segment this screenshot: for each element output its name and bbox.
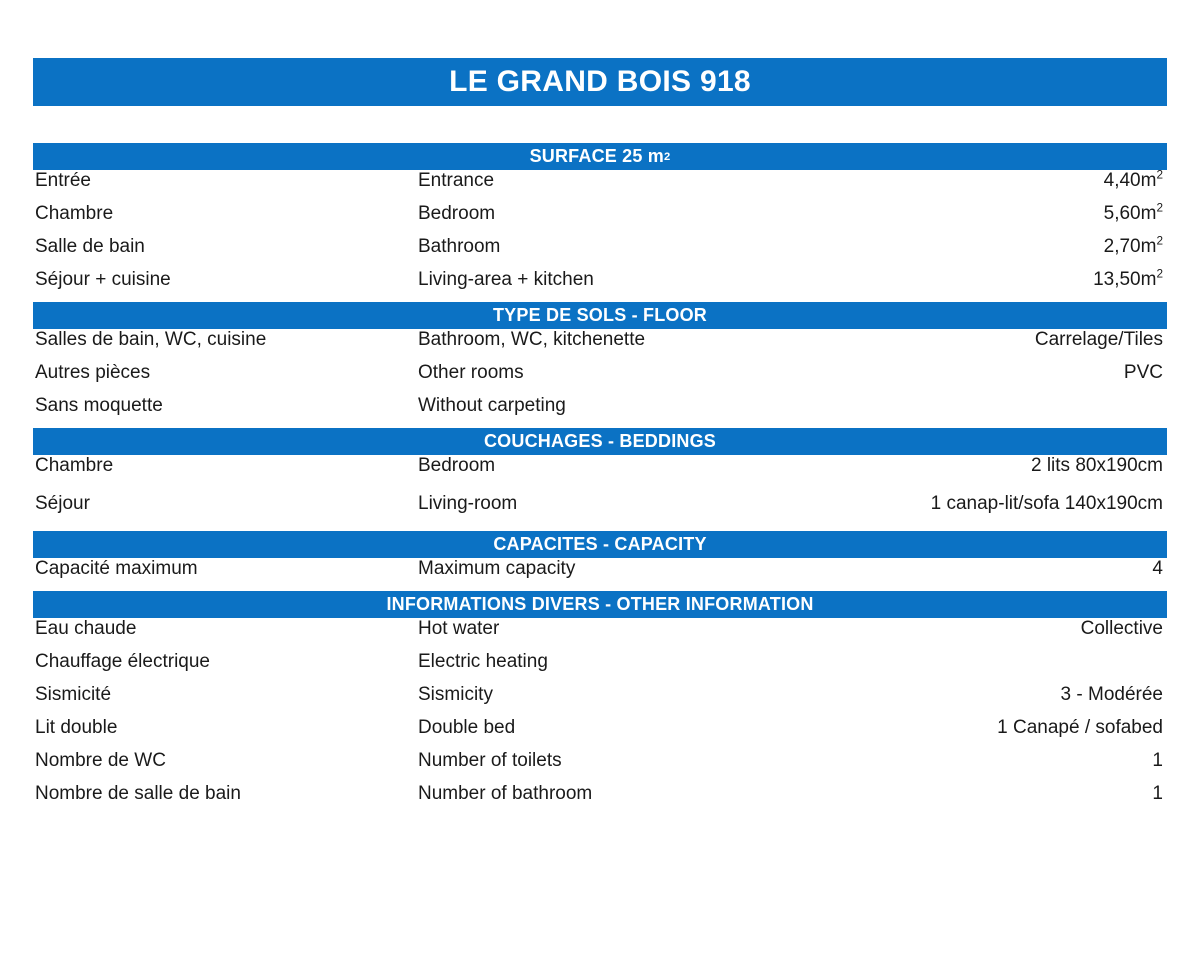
row-value <box>888 170 1167 192</box>
table-row <box>33 395 1167 428</box>
section-header-floor-text: TYPE DE SOLS - FLOOR <box>492 305 707 325</box>
row-label-en: Bathroom <box>418 236 501 257</box>
row-label-en: Bathroom, WC, kitchenette <box>418 329 646 350</box>
row-label-fr: Autres pièces <box>35 362 151 383</box>
row-value: 3 - Modérée <box>1060 684 1163 705</box>
row-label-fr: Nombre de WC <box>35 750 166 771</box>
row-value-text: 13,50m <box>1093 269 1157 290</box>
row-label-en: Hot water <box>418 618 500 639</box>
row-value-text: 4,40m <box>1103 170 1157 191</box>
table-row <box>33 170 1167 203</box>
section-header-beddings-text: COUCHAGES - BEDDINGS <box>483 431 716 451</box>
row-label-fr: Séjour + cuisine <box>35 269 171 290</box>
row-label-en: Number of toilets <box>418 750 562 771</box>
row-value <box>888 203 1167 225</box>
row-value: 1 Canapé / sofabed <box>997 717 1163 738</box>
table-row <box>33 455 1167 493</box>
row-label-en: Number of bathroom <box>418 783 593 804</box>
row-label-fr: Capacité maximum <box>35 558 198 579</box>
row-label-en: Sismicity <box>418 684 493 705</box>
row-label-fr: Sans moquette <box>35 395 163 416</box>
row-label-fr: Salles de bain, WC, cuisine <box>35 329 267 350</box>
table-row <box>33 362 1167 395</box>
table-row <box>33 717 1167 750</box>
row-label-en: Living-room <box>418 493 518 514</box>
page-title <box>33 58 1167 106</box>
table-row <box>33 203 1167 236</box>
section-header-surface: SURFACE 25 m 2 <box>33 143 1167 170</box>
section-header-other-information <box>33 591 1167 618</box>
row-label-fr: Salle de bain <box>35 236 145 257</box>
section-header-capacity <box>33 531 1167 558</box>
table-row <box>33 618 1167 651</box>
row-value-text: 5,60m <box>1103 203 1157 224</box>
row-value: 4 <box>1152 558 1163 579</box>
section-header-other-information-text: INFORMATIONS DIVERS - OTHER INFORMATION <box>386 594 814 614</box>
row-value: 1 <box>1152 750 1163 771</box>
row-value <box>888 236 1167 258</box>
apartment-datasheet <box>0 58 1200 958</box>
row-value-sup: 2 <box>1156 267 1163 281</box>
table-row <box>33 493 1167 531</box>
table-row <box>33 684 1167 717</box>
section-header-floor <box>33 302 1167 329</box>
row-label-en: Bedroom <box>418 455 496 476</box>
row-label-en: Electric heating <box>418 651 548 672</box>
row-label-fr: Sismicité <box>35 684 112 705</box>
row-value <box>888 269 1167 291</box>
table-row <box>33 236 1167 269</box>
row-label-en: Entrance <box>418 170 495 191</box>
section-header-capacity-text: CAPACITES - CAPACITY <box>493 534 707 554</box>
row-value-sup: 2 <box>1156 201 1163 215</box>
row-label-en: Maximum capacity <box>418 558 576 579</box>
row-label-fr: Eau chaude <box>35 618 137 639</box>
row-value-sup: 2 <box>1156 234 1163 248</box>
row-value: Collective <box>1080 618 1163 639</box>
row-value: 2 lits 80x190cm <box>1030 455 1163 476</box>
section-header-beddings <box>33 428 1167 455</box>
row-label-en: Bedroom <box>418 203 496 224</box>
row-value: 1 canap-lit/sofa 140x190cm <box>930 493 1163 514</box>
row-value: Carrelage/Tiles <box>1034 329 1163 350</box>
table-row <box>33 783 1167 816</box>
row-label-fr: Séjour <box>35 493 90 514</box>
table-row <box>33 269 1167 302</box>
row-label-en: Other rooms <box>418 362 524 383</box>
page-title-text: LE GRAND BOIS 918 <box>449 65 751 98</box>
row-label-fr: Nombre de salle de bain <box>35 783 241 804</box>
row-label-en: Living-area + kitchen <box>418 269 594 290</box>
row-label-en: Double bed <box>418 717 516 738</box>
row-value-text: 2,70m <box>1103 236 1157 257</box>
row-label-fr: Chambre <box>35 455 114 476</box>
row-label-fr: Lit double <box>35 717 118 738</box>
table-row <box>33 651 1167 684</box>
table-row <box>33 558 1167 591</box>
row-label-fr: Chauffage électrique <box>35 651 210 672</box>
row-label-en: Without carpeting <box>418 395 566 416</box>
row-label-fr: Entrée <box>35 170 91 191</box>
table-row <box>33 750 1167 783</box>
row-value: 1 <box>1152 783 1163 804</box>
table-row <box>33 329 1167 362</box>
row-value: PVC <box>1123 362 1163 383</box>
row-value-sup: 2 <box>1156 168 1163 182</box>
section-header-surface-text: SURFACE 25 m <box>529 146 665 166</box>
row-label-fr: Chambre <box>35 203 114 224</box>
